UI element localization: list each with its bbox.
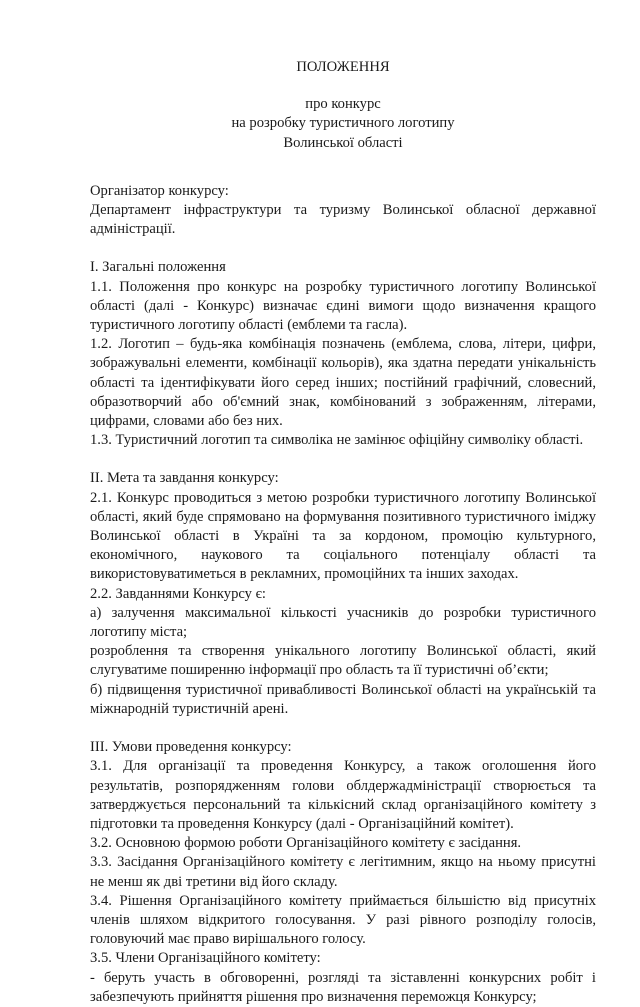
section-heading: І. Загальні положення [90, 259, 226, 276]
document-page [90, 58, 596, 1007]
paragraph: б) підвищення туристичної привабливості Волинської області на українській та міжнародній туристичній арені. [90, 681, 596, 717]
paragraph: 1.2. Логотип – будь-яка комбінація позначень (емблема, слова, літери, цифри, зображувальні елементи, комбінації кольорів), яка здатна передати унікальність області та ідентифікувати його серед інших; постійний графічний, словесний, образотворчий або об'ємний знак, комбінований з зображенням, літерами, цифрами, словами або без них. [90, 336, 596, 430]
paragraph: 3.1. Для організації та проведення Конкурсу, а також оголошення його результатів, розпорядженням голови облдержадміністрації створюється та затверджується персональний та кількісний склад організаційного комітету з підготовки та проведення Конкурсу (далі - Організаційний комітет). [90, 758, 596, 832]
document-title: ПОЛОЖЕННЯ [296, 59, 390, 75]
section-heading: ІІ. Мета та завдання конкурсу: [90, 470, 279, 487]
section-heading: ІІІ. Умови проведення конкурсу: [90, 739, 292, 756]
paragraph: 3.4. Рішення Організаційного комітету приймається більшістю від присутніх членів шляхом відкритого голосування. У разі рівного розподілу голосів, головуючий має право вирішального голосу. [90, 892, 596, 948]
paragraph: - беруть участь в обговоренні, розгляді та зіставленні конкурсних робіт і забезпечують прийняття рішення про визначення переможця Конкурсу; [90, 969, 596, 1005]
paragraph: 2.1. Конкурс проводиться з метою розробки туристичного логотипу Волинської області, який буде спрямовано на формування позитивного туристичного іміджу Волинської області в Україні та за кордоном, промоцію культурного, економічного, наукового та соціального потенціалу області та використовуватиметься в рекламних, промоційних та інших заходах. [90, 489, 596, 583]
subtitle-line: на розробку туристичного логотипу [231, 115, 455, 132]
paragraph: 2.2. Завданнями Конкурсу є: [90, 585, 266, 602]
paragraph: 3.2. Основною формою роботи Організаційного комітету є засідання. [90, 835, 522, 852]
paragraph: 1.3. Туристичний логотип та символіка не замінює офіційну символіку області. [90, 432, 584, 449]
paragraph: 1.1. Положення про конкурс на розробку туристичного логотипу Волинської області (далі - Конкурс) визначає єдині вимоги щодо визначення кращого туристичного логотипу області (емблеми та гасла). [90, 278, 596, 334]
subtitle-line: про конкурс [305, 96, 381, 113]
paragraph: розроблення та створення унікального логотипу Волинської області, який слугуватиме поширенню інформації про область та її туристичні об’єкти; [90, 643, 596, 679]
paragraph: 3.3. Засідання Організаційного комітету є легітимним, якщо на ньому присутні не менш як дві третини від його складу. [90, 854, 596, 890]
paragraph: а) залучення максимальної кількості учасників до розробки туристичного логотипу міста; [90, 604, 596, 641]
organizer-value: Департамент інфраструктури та туризму Волинської обласної державної адміністрації. [90, 202, 596, 238]
paragraph: 3.5. Члени Організаційного комітету: [90, 950, 321, 967]
organizer-label: Організатор конкурсу: [90, 182, 229, 199]
subtitle-line: Волинської області [283, 134, 403, 151]
